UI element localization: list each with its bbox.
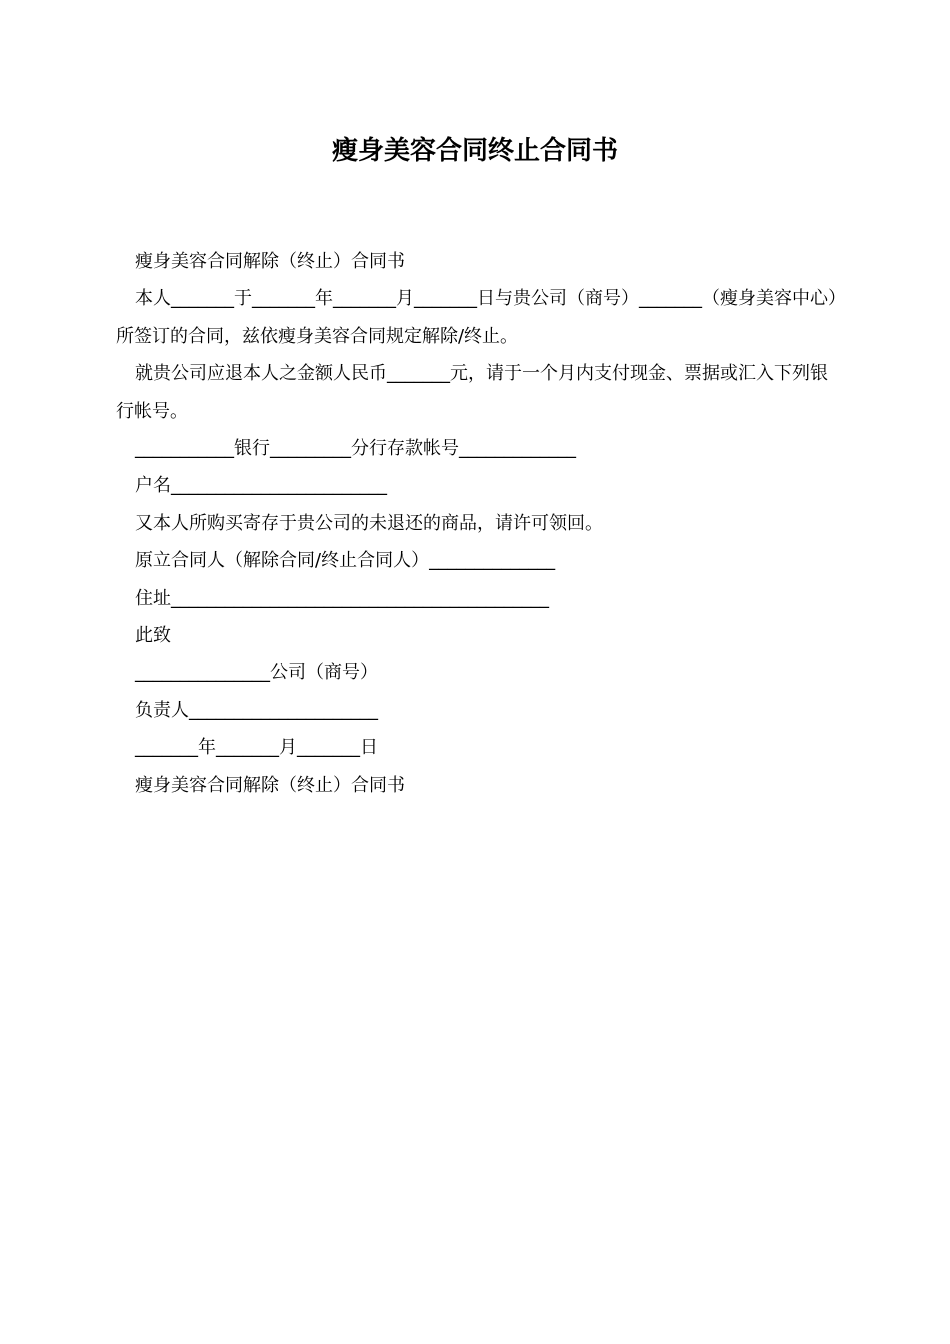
document-title: 瘦身美容合同终止合同书 xyxy=(331,136,618,166)
paragraph-goods-return: 又本人所购买寄存于贵公司的未退还的商品，请许可领回。 xyxy=(135,512,603,534)
paragraph-company: _______________公司（商号） xyxy=(135,662,378,684)
paragraph-date: _______年_______月_______日 xyxy=(135,737,378,759)
paragraph-refund-request: 就贵公司应退本人之金额人民币_______元，请于一个月内支付现金、票据或汇入下列银行帐号。 xyxy=(116,363,828,422)
paragraph-footer-title: 瘦身美容合同解除（终止）合同书 xyxy=(135,774,405,796)
paragraph-bank-account: ___________银行_________分行存款帐号_____________ xyxy=(135,438,576,460)
paragraph-responsible-person: 负责人_____________________ xyxy=(135,699,378,721)
paragraph-address: 住址__________________________________________ xyxy=(135,587,549,609)
paragraph-original-party: 原立合同人（解除合同/终止合同人）______________ xyxy=(135,550,556,572)
paragraph-subtitle: 瘦身美容合同解除（终止）合同书 xyxy=(135,251,405,272)
paragraph-account-name: 户名________________________ xyxy=(135,475,387,497)
document-body xyxy=(116,243,840,804)
paragraph-termination-statement: 本人_______于_______年_______月_______日与贵公司（商号）_______（瘦身美容中心）所签订的合同，兹依瘦身美容合同规定解除/终止。 xyxy=(116,288,837,347)
paragraph-salutation: 此致 xyxy=(135,625,171,647)
